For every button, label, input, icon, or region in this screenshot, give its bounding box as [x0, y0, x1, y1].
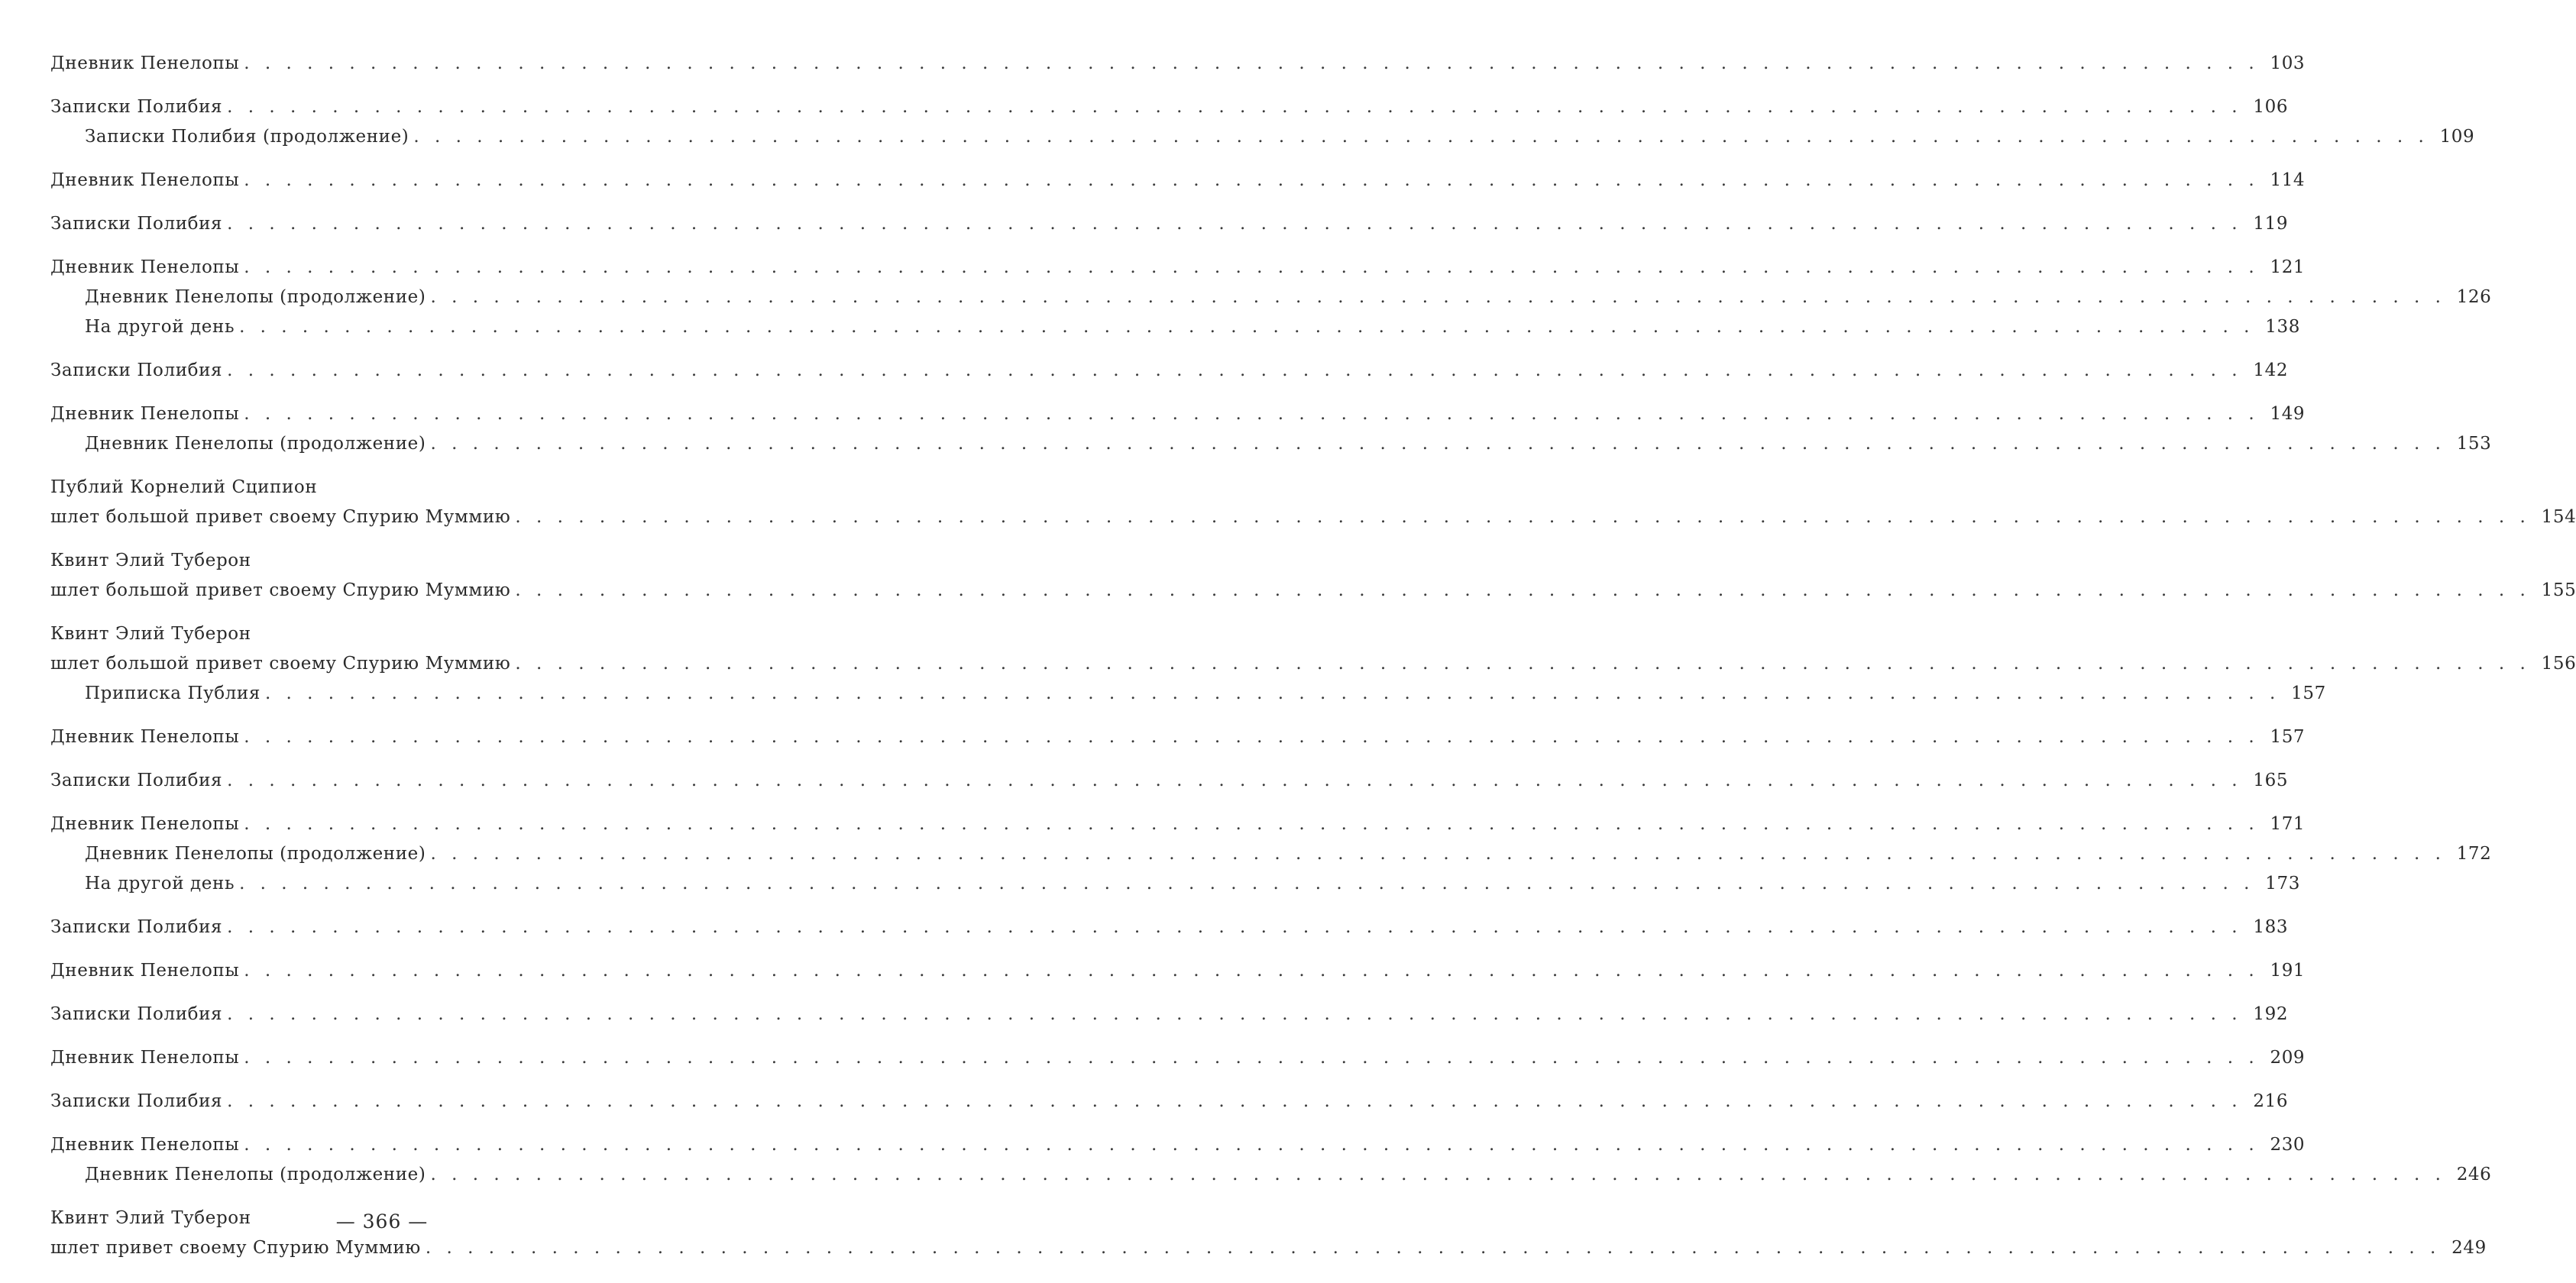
toc-entry — [50, 473, 2576, 532]
toc-entry — [50, 913, 2289, 942]
toc-entry — [50, 253, 2492, 342]
toc-page-number: 103 — [2270, 53, 2306, 73]
dot-leader — [244, 722, 2259, 752]
toc-title: Записки Полибия — [50, 97, 223, 117]
toc-title: шлет большой привет своему Спурию Муммию — [50, 580, 511, 600]
toc-entry — [50, 92, 2475, 152]
toc-page-number: 230 — [2270, 1135, 2306, 1155]
toc-page-number: 154 — [2541, 507, 2576, 527]
toc-page-number: 155 — [2541, 580, 2576, 600]
toc-entry — [50, 1130, 2492, 1190]
toc-page-number: 119 — [2253, 214, 2289, 234]
dot-leader — [227, 913, 2242, 942]
toc-entry-line — [50, 1043, 2306, 1073]
toc-entry-line — [50, 956, 2306, 986]
toc-page-number: 114 — [2270, 170, 2306, 190]
toc-page-number: 192 — [2253, 1004, 2289, 1024]
dot-leader — [227, 209, 2242, 239]
toc-entry — [50, 956, 2306, 986]
toc-subentry-line — [50, 869, 2300, 899]
dot-leader — [515, 649, 2530, 679]
toc-title: Дневник Пенелопы (продолжение) — [85, 844, 426, 864]
dot-leader — [515, 503, 2530, 532]
toc-entry — [50, 1043, 2306, 1073]
toc-page-number: 165 — [2253, 771, 2289, 790]
toc-entry — [50, 766, 2289, 796]
toc-subentry-line — [50, 312, 2300, 342]
toc-subentry-line — [50, 1160, 2492, 1190]
toc-entry-line — [50, 166, 2306, 196]
toc-subentry-line — [50, 679, 2326, 709]
dot-leader — [426, 1233, 2441, 1263]
dot-leader — [244, 956, 2259, 986]
toc-entry-line — [50, 546, 736, 576]
toc-entry-line — [50, 913, 2289, 942]
toc-entry — [50, 619, 2576, 709]
dot-leader — [244, 166, 2259, 196]
dot-leader — [244, 810, 2259, 839]
dot-leader — [430, 429, 2445, 459]
dot-leader — [265, 679, 2280, 709]
toc-entry — [50, 49, 2306, 79]
toc-page-number: 106 — [2253, 97, 2289, 117]
toc-entry-line — [50, 503, 2576, 532]
toc-title: Квинт Элий Туберон — [50, 1208, 251, 1228]
page-number: — 366 — — [335, 1210, 429, 1233]
toc-entry-line — [50, 92, 2289, 122]
toc-title: Записки Полибия (продолжение) — [85, 127, 409, 147]
toc-title: Записки Полибия — [50, 917, 223, 937]
toc-entry-line — [50, 649, 2576, 679]
dot-leader — [515, 576, 2530, 606]
toc-page-number: 157 — [2291, 684, 2326, 703]
toc-page-number: 216 — [2253, 1091, 2289, 1111]
toc-page-number: 153 — [2456, 434, 2492, 454]
toc-page-number: 121 — [2270, 257, 2306, 277]
dot-leader — [227, 766, 2242, 796]
toc-entry-line — [50, 49, 2306, 79]
toc-page-number: 183 — [2253, 917, 2289, 937]
toc-entry-line — [50, 209, 2289, 239]
dot-leader — [244, 1043, 2259, 1073]
dot-leader — [413, 122, 2429, 152]
toc-entry — [50, 546, 2576, 606]
toc-title: Дневник Пенелопы — [50, 53, 240, 73]
toc-page-number: 246 — [2456, 1165, 2492, 1184]
toc-title: Дневник Пенелопы — [50, 170, 240, 190]
toc-entry-line — [50, 766, 2289, 796]
toc-subentry-line — [50, 283, 2492, 312]
dot-leader — [430, 283, 2445, 312]
toc-page-number: 157 — [2270, 727, 2306, 747]
dot-leader — [239, 312, 2254, 342]
toc-entry-line — [50, 356, 2289, 386]
dot-leader — [244, 1130, 2259, 1160]
toc-title: шлет большой привет своему Спурию Муммию — [50, 507, 511, 527]
toc-page-number: 156 — [2541, 654, 2576, 674]
toc-title: Публий Корнелий Сципион — [50, 477, 318, 497]
toc-title: Записки Полибия — [50, 771, 223, 790]
toc-title: шлет большой привет своему Спурию Муммию — [50, 654, 511, 674]
toc-entry-line — [50, 399, 2306, 429]
toc-entry — [50, 399, 2492, 459]
toc-title: Дневник Пенелопы — [50, 257, 240, 277]
dot-leader — [244, 253, 2259, 283]
toc-title: Дневник Пенелопы — [50, 1048, 240, 1068]
toc-entry-line — [50, 473, 736, 503]
toc-page-number: 172 — [2456, 844, 2492, 864]
toc-title: На другой день — [85, 317, 235, 337]
toc-title: Записки Полибия — [50, 214, 223, 234]
toc-subentry-line — [50, 839, 2492, 869]
toc-title: Дневник Пенелопы (продолжение) — [85, 434, 426, 454]
toc-entry-line — [50, 810, 2306, 839]
toc-title: Дневник Пенелопы — [50, 404, 240, 424]
toc-entry — [50, 166, 2306, 196]
toc-entry — [50, 209, 2289, 239]
toc-subentry-line — [50, 429, 2492, 459]
toc-page-number: 209 — [2270, 1048, 2306, 1068]
toc-page-number: 249 — [2451, 1238, 2487, 1258]
dot-leader — [239, 869, 2254, 899]
toc-title: Дневник Пенелопы (продолжение) — [85, 1165, 426, 1184]
toc-title: Приписка Публия — [85, 684, 261, 703]
dot-leader — [227, 1087, 2242, 1117]
toc-entry — [50, 356, 2289, 386]
toc-page-number: 173 — [2265, 874, 2300, 894]
toc-title: Дневник Пенелопы (продолжение) — [85, 287, 426, 307]
toc-title: Квинт Элий Туберон — [50, 624, 251, 644]
toc-title: Дневник Пенелопы — [50, 1135, 240, 1155]
table-of-contents — [50, 49, 2576, 1263]
toc-title: На другой день — [85, 874, 235, 894]
toc-entry-line — [50, 722, 2306, 752]
toc-title: Квинт Элий Туберон — [50, 551, 251, 570]
dot-leader — [430, 839, 2445, 869]
dot-leader — [227, 1000, 2242, 1029]
toc-entry-line — [50, 1233, 2487, 1263]
toc-page-number: 138 — [2265, 317, 2300, 337]
toc-title: Записки Полибия — [50, 360, 223, 380]
toc-entry — [50, 1000, 2289, 1029]
toc-entry-line — [50, 1130, 2306, 1160]
toc-title: Записки Полибия — [50, 1091, 223, 1111]
toc-entry — [50, 722, 2306, 752]
toc-title: Записки Полибия — [50, 1004, 223, 1024]
toc-entry-line — [50, 253, 2306, 283]
toc-title: Дневник Пенелопы — [50, 961, 240, 981]
toc-entry — [50, 1087, 2289, 1117]
toc-title: Дневник Пенелопы — [50, 727, 240, 747]
toc-page-number: 191 — [2270, 961, 2306, 981]
dot-leader — [227, 356, 2242, 386]
toc-title: шлет привет своему Спурию Муммию — [50, 1238, 421, 1258]
toc-entry-line — [50, 576, 2576, 606]
toc-entry — [50, 810, 2492, 899]
toc-page-number: 142 — [2253, 360, 2289, 380]
dot-leader — [244, 49, 2259, 79]
toc-page-number: 149 — [2270, 404, 2306, 424]
toc-title: Дневник Пенелопы — [50, 814, 240, 834]
dot-leader — [430, 1160, 2445, 1190]
toc-entry-line — [50, 1000, 2289, 1029]
toc-entry-line — [50, 1087, 2289, 1117]
dot-leader — [244, 399, 2259, 429]
toc-page-number: 126 — [2456, 287, 2492, 307]
toc-page-number: 171 — [2270, 814, 2306, 834]
dot-leader — [227, 92, 2242, 122]
toc-page-number: 109 — [2439, 127, 2475, 147]
toc-entry-line — [50, 619, 736, 649]
toc-subentry-line — [50, 122, 2475, 152]
